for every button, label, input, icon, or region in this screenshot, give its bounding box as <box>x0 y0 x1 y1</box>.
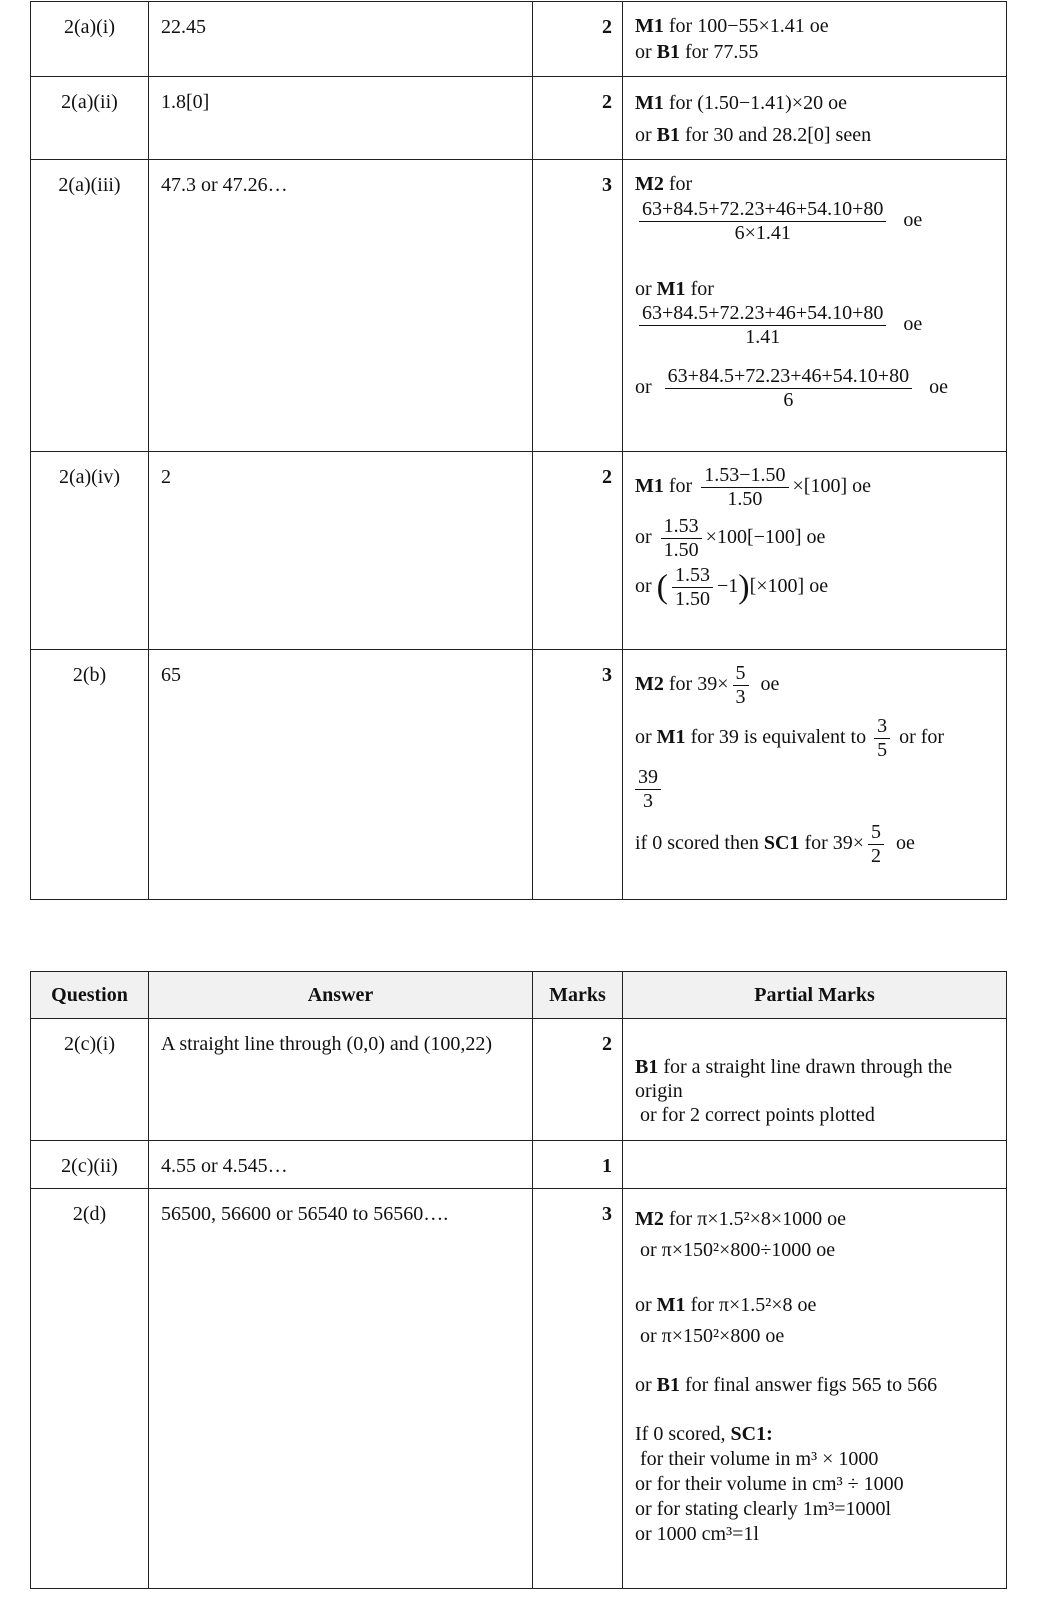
partial-marks-cell <box>623 1141 1007 1189</box>
partial-marks-cell <box>623 452 1007 650</box>
partial-text: or <box>635 526 652 549</box>
table-row <box>31 452 1007 650</box>
fraction <box>635 766 661 813</box>
marks-cell: 3 <box>533 650 623 900</box>
partial-text: for 77.55 <box>685 40 759 63</box>
partial-text: oe <box>929 376 948 399</box>
mark-code: M1 <box>635 15 664 37</box>
question-cell: 2(c)(i) <box>31 1019 149 1141</box>
question-cell: 2(c)(ii) <box>31 1141 149 1189</box>
answer-cell: 47.3 or 47.26… <box>149 160 533 452</box>
mark-code: M1 <box>656 1294 686 1316</box>
partial-text: or 1000 cm³=1l <box>635 1523 759 1545</box>
numerator: 63+84.5+72.23+46+54.10+80 <box>639 302 886 326</box>
fraction <box>665 365 912 412</box>
partial-text: or <box>635 726 652 749</box>
table-row <box>31 160 1007 452</box>
partial-text: or for their volume in cm³ ÷ 1000 <box>635 1473 904 1495</box>
fraction <box>733 662 749 709</box>
partial-text: −1 <box>717 575 739 598</box>
mark-code: B1 <box>656 40 681 63</box>
partial-marks-cell <box>623 1189 1007 1589</box>
question-cell: 2(d) <box>31 1189 149 1589</box>
answer-cell: 2 <box>149 452 533 650</box>
marks-cell: 2 <box>533 452 623 650</box>
partial-text: for (1.50−1.41)×20 oe <box>668 92 847 114</box>
partial-marks-cell <box>623 160 1007 452</box>
close-paren: ) <box>738 568 750 606</box>
numerator: 3 <box>874 715 890 739</box>
answer-cell: 1.8[0] <box>149 77 533 160</box>
answer-cell: 4.55 or 4.545… <box>149 1141 533 1189</box>
partial-marks-cell <box>623 2 1007 77</box>
denominator: 1.50 <box>727 488 763 510</box>
numerator: 1.53−1.50 <box>701 464 788 488</box>
partial-text: for a straight line drawn through the origin <box>635 1056 953 1102</box>
denominator: 3 <box>735 686 746 708</box>
partial-marks-cell <box>623 650 1007 900</box>
fraction <box>661 515 702 562</box>
partial-text: for 39× <box>804 832 865 855</box>
numerator: 39 <box>635 766 661 790</box>
header-question: Question <box>31 972 149 1019</box>
mark-code: B1 <box>656 1374 681 1396</box>
header-marks: Marks <box>533 972 623 1019</box>
fraction <box>672 564 713 611</box>
question-cell: 2(a)(ii) <box>31 77 149 160</box>
partial-text: or <box>635 1294 652 1316</box>
partial-text: oe <box>760 673 780 696</box>
marks-cell: 2 <box>533 1019 623 1141</box>
mark-code: B1 <box>656 123 681 146</box>
answer-cell: 56500, 56600 or 56540 to 56560…. <box>149 1189 533 1589</box>
mark-code: SC1: <box>730 1423 773 1445</box>
marks-cell: 3 <box>533 160 623 452</box>
table-row <box>31 2 1007 77</box>
mark-code: B1 <box>635 1056 659 1078</box>
partial-text: for π×1.5²×8×1000 oe <box>668 1208 847 1230</box>
mark-code: M2 <box>635 1208 664 1230</box>
partial-text: [×100] oe <box>749 575 829 598</box>
denominator: 3 <box>643 790 653 812</box>
denominator: 1.50 <box>675 588 710 610</box>
partial-text: for final answer figs 565 to 566 <box>685 1374 938 1396</box>
partial-text: for 39 is equivalent to <box>690 726 867 749</box>
partial-text: for π×1.5²×8 oe <box>690 1294 817 1316</box>
answer-cell: A straight line through (0,0) and (100,22) <box>149 1019 533 1141</box>
numerator: 5 <box>868 821 884 845</box>
mark-code: M2 <box>635 173 664 195</box>
table-row <box>31 1141 1007 1189</box>
table-row <box>31 1189 1007 1589</box>
mark-code: M1 <box>656 277 686 300</box>
partial-text: or π×150²×800÷1000 oe <box>640 1239 836 1261</box>
partial-text: for 39× <box>668 673 729 696</box>
mark-code: M1 <box>635 92 664 114</box>
partial-text: or <box>635 575 652 598</box>
marks-cell: 2 <box>533 77 623 160</box>
partial-text: or <box>635 376 652 399</box>
denominator: 1.50 <box>663 539 699 561</box>
denominator: 6×1.41 <box>734 221 791 244</box>
partial-text: for 100−55×1.41 oe <box>668 15 829 37</box>
partial-text: or <box>635 40 652 63</box>
denominator: 6 <box>783 389 794 412</box>
partial-text: or <box>635 1374 652 1396</box>
numerator: 63+84.5+72.23+46+54.10+80 <box>665 365 912 389</box>
table-row <box>31 77 1007 160</box>
question-cell: 2(a)(i) <box>31 2 149 77</box>
numerator: 5 <box>733 662 749 686</box>
partial-text: if 0 scored then <box>635 832 759 855</box>
table-row <box>31 1019 1007 1141</box>
answer-cell: 65 <box>149 650 533 900</box>
question-cell: 2(a)(iii) <box>31 160 149 452</box>
numerator: 1.53 <box>661 515 702 539</box>
partial-text: or for <box>899 726 945 749</box>
question-cell: 2(a)(iv) <box>31 452 149 650</box>
partial-text: If 0 scored, <box>635 1423 726 1445</box>
fraction <box>701 464 788 511</box>
partial-text: ×100[−100] oe <box>705 526 826 549</box>
partial-text: for <box>668 173 693 195</box>
partial-text: for <box>690 277 714 300</box>
denominator: 2 <box>871 845 882 867</box>
partial-text: or <box>635 123 652 146</box>
partial-text: for their volume in m³ × 1000 <box>640 1448 879 1470</box>
marks-cell: 1 <box>533 1141 623 1189</box>
mark-code: M1 <box>656 726 686 749</box>
header-partial-marks: Partial Marks <box>623 972 1007 1019</box>
mark-code: M2 <box>635 673 664 696</box>
mark-code: M1 <box>635 475 664 498</box>
table-header-row <box>31 972 1007 1019</box>
marks-cell: 2 <box>533 2 623 77</box>
partial-text: or <box>635 277 652 300</box>
partial-marks-cell <box>623 1019 1007 1141</box>
partial-text: for <box>668 475 693 498</box>
partial-text: oe <box>903 313 923 336</box>
answer-cell: 22.45 <box>149 2 533 77</box>
partial-marks-cell <box>623 77 1007 160</box>
open-paren: ( <box>656 568 668 606</box>
mark-scheme-table-1 <box>30 1 1007 900</box>
table-row <box>31 650 1007 900</box>
partial-text: or for stating clearly 1m³=1000l <box>635 1498 892 1520</box>
partial-text: or π×150²×800 oe <box>640 1325 785 1347</box>
numerator: 1.53 <box>672 564 713 588</box>
fraction <box>639 198 886 245</box>
mark-scheme-table-2 <box>30 971 1007 1589</box>
partial-text: ×[100] oe <box>792 475 871 498</box>
marks-cell: 3 <box>533 1189 623 1589</box>
denominator: 5 <box>877 739 888 761</box>
fraction <box>874 715 890 762</box>
partial-text: or for 2 correct points plotted <box>640 1104 875 1126</box>
denominator: 1.41 <box>745 326 781 349</box>
partial-text: oe <box>896 832 915 855</box>
numerator: 63+84.5+72.23+46+54.10+80 <box>639 198 886 222</box>
question-cell: 2(b) <box>31 650 149 900</box>
mark-code: SC1 <box>763 832 800 855</box>
partial-text: oe <box>903 208 923 231</box>
fraction <box>639 302 886 349</box>
partial-text: for 30 and 28.2[0] seen <box>685 123 872 146</box>
header-answer: Answer <box>149 972 533 1019</box>
fraction <box>868 821 884 868</box>
